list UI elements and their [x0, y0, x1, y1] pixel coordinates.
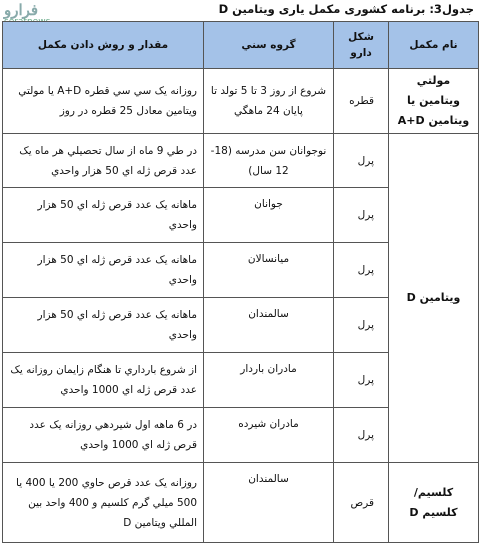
dose-text: در طي 9 ماه از سال تحصيلي هر ماه يک عدد قرص ژله اي 50 هزار واحدي	[3, 134, 204, 188]
age-group: ميانسالان	[204, 243, 334, 298]
header-age: گروه سني	[204, 22, 334, 69]
table-row	[3, 134, 479, 188]
table-title: جدول3: برنامه کشوری مکمل یاری ویتامین D	[218, 2, 474, 16]
header-dose: مقدار و روش دادن مکمل	[3, 22, 204, 69]
age-group: سالمندان	[204, 463, 334, 543]
table-row	[3, 463, 479, 543]
age-group: شروع از روز 3 تا 5 تولد تا پايان 24 ماهگي	[204, 69, 334, 134]
dose-text: ماهانه يک عدد قرص ژله اي 50 هزار واحدي	[3, 243, 204, 298]
table-header-row	[3, 22, 479, 69]
supplement-name: مولتي ويتامين يا ويتامين A+D	[389, 69, 479, 134]
dose-text: از شروع بارداري تا هنگام زايمان روزانه يک عدد قرص ژله اي 1000 واحدي	[3, 353, 204, 408]
dose-text: ماهانه يک عدد قرص ژله اي 50 هزار واحدي	[3, 298, 204, 353]
table-row	[3, 69, 479, 134]
age-group: مادران شيرده	[204, 408, 334, 463]
supplement-form: پرل	[334, 243, 389, 298]
supplement-form: پرل	[334, 353, 389, 408]
supplement-name: ويتامين D	[389, 134, 479, 463]
supplement-table	[2, 21, 479, 543]
supplement-form: پرل	[334, 134, 389, 188]
header-name: نام مکمل	[389, 22, 479, 69]
supplement-name: کلسيم/ کلسيم D	[389, 463, 479, 543]
age-group: مادران باردار	[204, 353, 334, 408]
supplement-form: قطره	[334, 69, 389, 134]
supplement-form: پرل	[334, 188, 389, 243]
header-form: شکل دارو	[334, 22, 389, 69]
dose-text: ماهانه يک عدد قرص ژله اي 50 هزار واحدي	[3, 188, 204, 243]
dose-text: در 6 ماهه اول شيردهي روزانه يک عدد قرص ژله اي 1000 واحدي	[3, 408, 204, 463]
supplement-form: پرل	[334, 298, 389, 353]
age-group: سالمندان	[204, 298, 334, 353]
watermark-logo: فرارو	[4, 1, 39, 19]
supplement-form: پرل	[334, 408, 389, 463]
dose-text: روزانه يک عدد قرص حاوي 200 يا 400 يا 500 ميلي گرم کلسيم و 400 واحد بين المللي ويتامين D	[3, 463, 204, 543]
supplement-form: قرص	[334, 463, 389, 543]
age-group: نوجوانان سن مدرسه (18-12 سال)	[204, 134, 334, 188]
dose-text: روزانه يک سي سي قطره A+D يا مولتي ويتامين معادل 25 قطره در روز	[3, 69, 204, 134]
age-group: جوانان	[204, 188, 334, 243]
